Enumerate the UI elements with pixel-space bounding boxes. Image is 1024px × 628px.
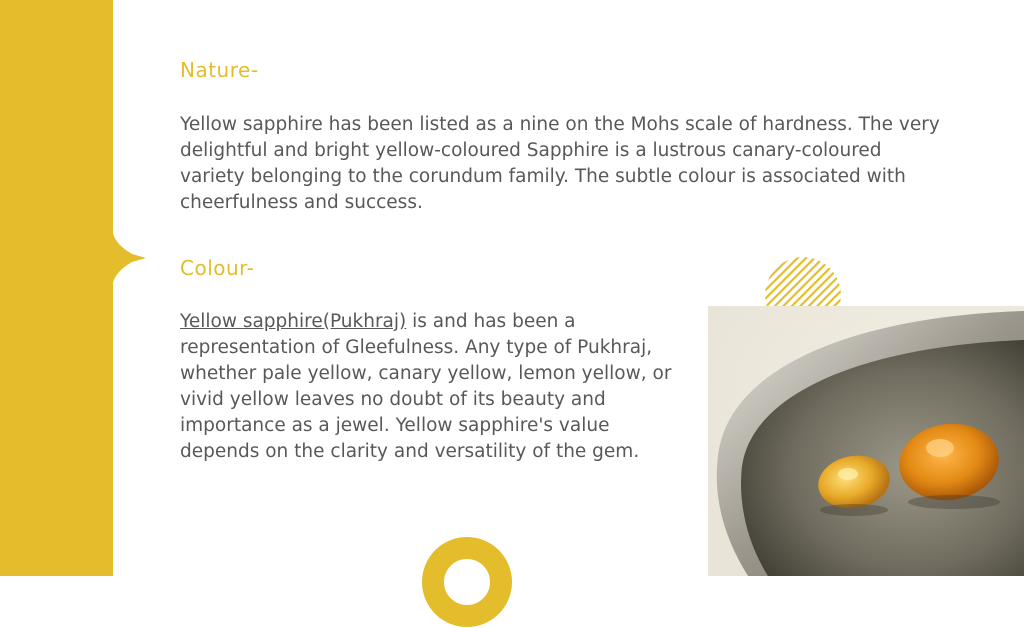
sidebar-notch [112, 226, 146, 290]
yellow-sapphire-link[interactable]: Yellow sapphire(Pukhraj) [180, 311, 407, 332]
ring-decoration [421, 536, 513, 628]
accent-sidebar [0, 0, 113, 576]
colour-paragraph-text: is and has been a representation of Gleefulness. Any type of Pukhraj, whether pale yellow, canary yellow, lemon yellow, or vivid yellow leaves no doubt of its beauty and importance as a jewel. Yellow sapphire's value depends on the clarity and versatility of the gem. [180, 311, 672, 462]
nature-heading: Nature- [180, 58, 259, 82]
nature-paragraph: Yellow sapphire has been listed as a nine on the Mohs scale of hardness. The very delightful and bright yellow-coloured Sapphire is a lustrous canary-coloured variety belonging to the corundum family. The subtle colour is associated with cheerfulness and success. [180, 114, 940, 213]
colour-heading: Colour- [180, 256, 255, 280]
colour-paragraph [180, 309, 680, 465]
yellow-sapphire-photo [708, 306, 1024, 576]
